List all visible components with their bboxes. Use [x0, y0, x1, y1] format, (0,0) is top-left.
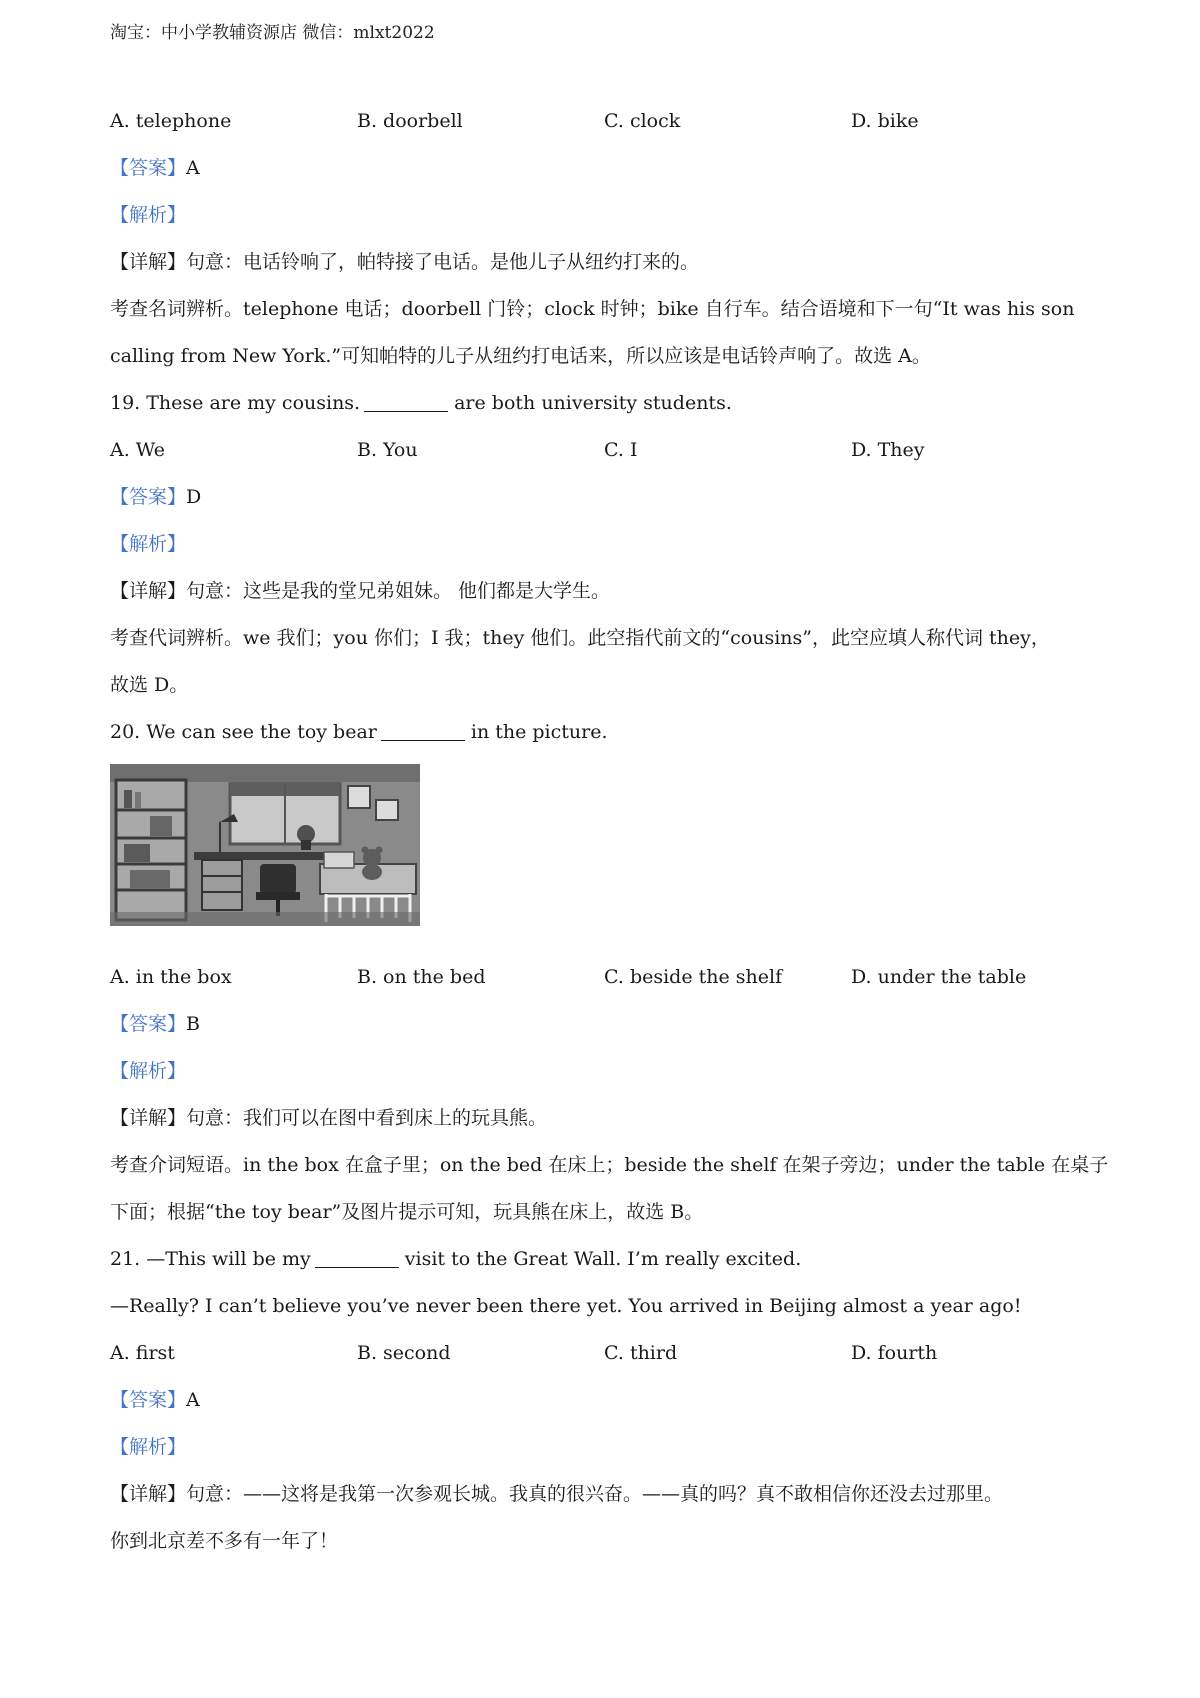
section-tag: 【答案】 — [110, 157, 187, 179]
answer-options — [110, 98, 1110, 145]
answer-options — [110, 427, 1110, 474]
option-item: B. second — [357, 1342, 451, 1364]
answer-line — [110, 1377, 1110, 1424]
question-line — [110, 380, 1110, 427]
text-line: calling from New York.”可知帕特的儿子从纽约打电话来，所以应该是电话铃声响了。故选 A。 — [110, 345, 931, 367]
section-value: B — [186, 1013, 200, 1035]
answer-line — [110, 192, 1110, 239]
text-line: 【详解】句意：——这将是我第一次参观长城。我真的很兴奋。——真的吗？真不敢相信你还没去过那里。 — [110, 1483, 1004, 1505]
option-item: C. third — [604, 1342, 678, 1364]
document-body — [110, 98, 1110, 1565]
option-item: D. They — [851, 439, 925, 461]
section-value: A — [186, 157, 200, 179]
text-line: 下面；根据“the toy bear”及图片提示可知，玩具熊在床上，故选 B。 — [110, 1201, 704, 1223]
option-item: B. You — [357, 439, 418, 461]
section-tag: 【解析】 — [110, 1060, 187, 1082]
answer-blank — [315, 1248, 399, 1268]
option-item: D. fourth — [851, 1342, 938, 1364]
option-item: C. clock — [604, 110, 681, 132]
answer-blank — [364, 392, 448, 412]
text-line: 故选 D。 — [110, 674, 189, 696]
section-tag: 【解析】 — [110, 204, 187, 226]
question-text-after: are both university students. — [454, 392, 732, 414]
option-item: B. doorbell — [357, 110, 463, 132]
answer-options — [110, 1330, 1110, 1377]
answer-line — [110, 1048, 1110, 1095]
question-text-after: in the picture. — [470, 721, 608, 743]
section-value: D — [186, 486, 202, 508]
question-line — [110, 1236, 1110, 1283]
section-tag: 【答案】 — [110, 1013, 187, 1035]
text-line: 考查名词辨析。telephone 电话；doorbell 门铃；clock 时钟；bike 自行车。结合语境和下一句“It was his son — [110, 298, 1075, 320]
text-line: 你到北京差不多有一年了！ — [110, 1530, 339, 1552]
question-text-before: 20. We can see the toy bear — [110, 721, 377, 743]
option-item: A. in the box — [110, 966, 232, 988]
option-item: A. telephone — [110, 110, 232, 132]
question-text-before: 19. These are my cousins. — [110, 392, 361, 414]
question-text-before: 21. —This will be my — [110, 1248, 311, 1270]
answer-line — [110, 474, 1110, 521]
text-line: 【详解】句意：我们可以在图中看到床上的玩具熊。 — [110, 1107, 548, 1129]
text-line: 考查代词辨析。we 我们；you 你们；I 我；they 他们。此空指代前文的“cousins”，此空应填人称代词 they， — [110, 627, 1050, 649]
section-tag: 【答案】 — [110, 486, 187, 508]
answer-line — [110, 521, 1110, 568]
text-line: —Really? I can’t believe you’ve never been there yet. You arrived in Beijing almost a year ago! — [110, 1295, 1022, 1317]
option-item: A. We — [110, 439, 166, 461]
section-tag: 【解析】 — [110, 533, 187, 555]
option-item: C. I — [604, 439, 638, 461]
page-header: 淘宝：中小学教辅资源店 微信：mlxt2022 — [110, 23, 435, 43]
text-line: 【详解】句意：电话铃响了，帕特接了电话。是他儿子从纽约打来的。 — [110, 251, 700, 273]
text-line: 考查介词短语。in the box 在盒子里；on the bed 在床上；beside the shelf 在架子旁边；under the table 在桌子 — [110, 1154, 1109, 1176]
text-line: 【详解】句意：这些是我的堂兄弟姐妹。 他们都是大学生。 — [110, 580, 611, 602]
option-item: C. beside the shelf — [604, 966, 783, 988]
answer-blank — [381, 721, 465, 741]
question-text-after: visit to the Great Wall. I’m really excited. — [404, 1248, 802, 1270]
answer-options — [110, 954, 1110, 1001]
section-tag: 【答案】 — [110, 1389, 187, 1411]
section-tag: 【解析】 — [110, 1436, 187, 1458]
option-item: A. first — [110, 1342, 175, 1364]
bedroom-picture-wrapper — [110, 756, 1110, 954]
question-line — [110, 709, 1110, 756]
answer-line — [110, 1001, 1110, 1048]
section-value: A — [186, 1389, 200, 1411]
option-item: B. on the bed — [357, 966, 486, 988]
option-item: D. bike — [851, 110, 919, 132]
answer-line — [110, 1424, 1110, 1471]
answer-line — [110, 145, 1110, 192]
option-item: D. under the table — [851, 966, 1027, 988]
bedroom-picture — [110, 764, 420, 926]
